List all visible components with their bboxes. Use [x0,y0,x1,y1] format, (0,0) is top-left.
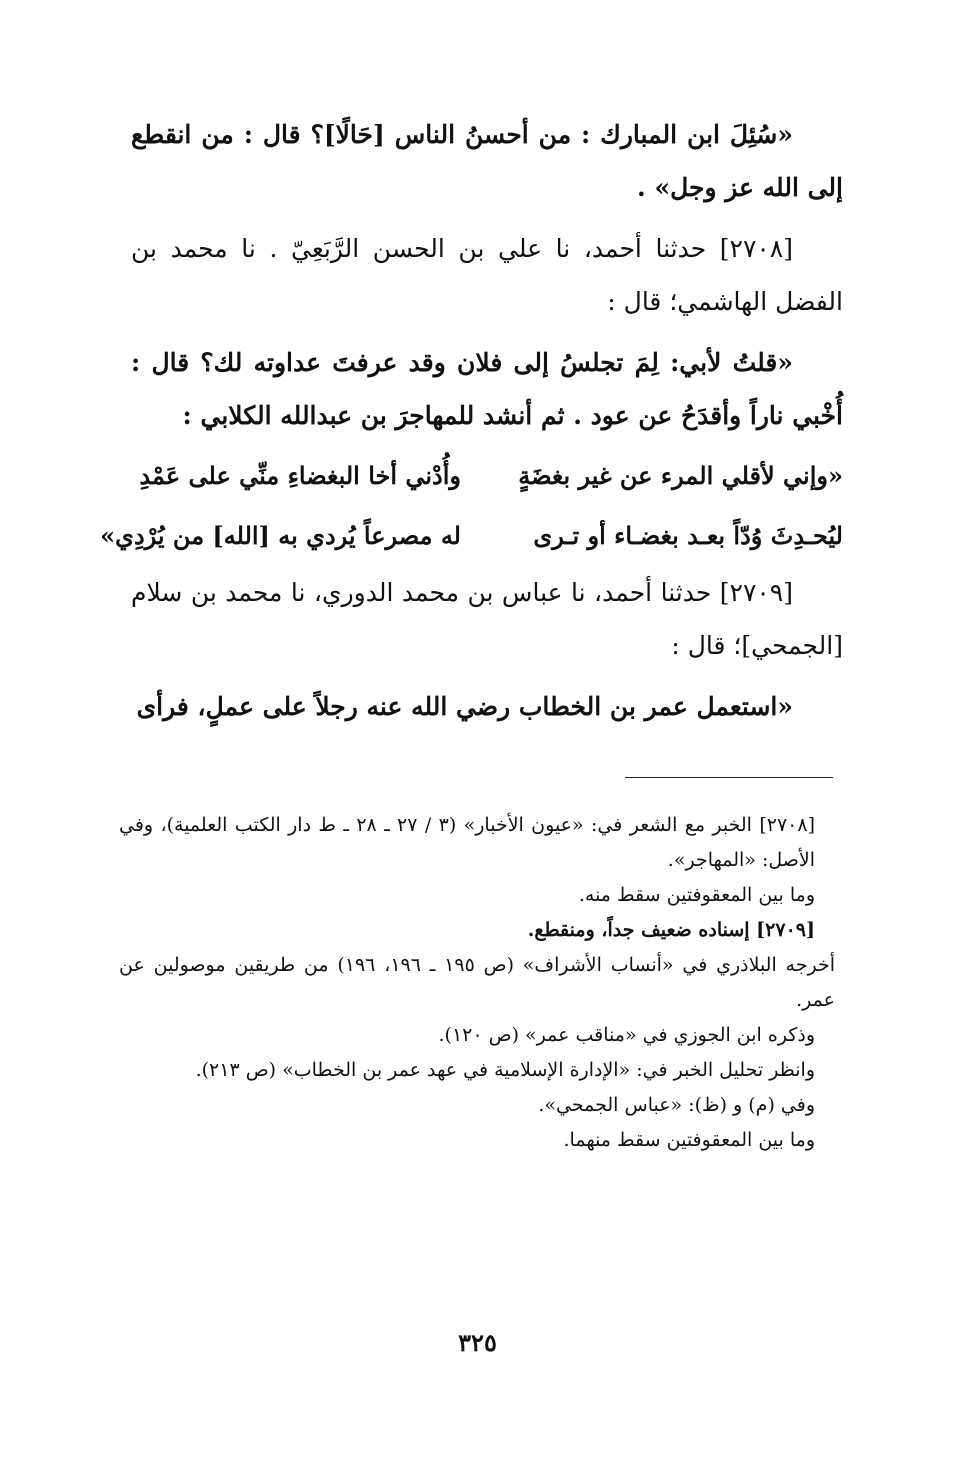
poem-hemistich: له مصرعاً يُردي به [الله] من يُرْدِي» [100,521,461,550]
poem [100,446,843,566]
paragraph-quote-umar: «استعمل عمر بن الخطاب رضي الله عنه رجلاً على عملٍ، فرأى [136,692,793,721]
poem-verse [100,506,843,566]
paragraph-quote-ibn-mubarak: «سُئِلَ ابن المبارك : من أحسنُ الناس [حَالًا]؟ قال : من انقطع إلى الله عز وجل» . [131,120,843,202]
poem-hemistich: وأُدْني أخا البغضاءِ منِّي على عَمْدِ [139,461,461,490]
footnote: وذكره ابن الجوزي في «مناقب عمر» (ص ١٢٠). [438,1024,815,1046]
footnote: [٢٧٠٩] إسناده ضعيف جداً، ومنقطع. [527,919,815,941]
paragraph-quote-hashimi: «قلتُ لأبي: لِمَ تجلسُ إلى فلان وقد عرفتَ عداوته لك؟ قال : أُخْبي ناراً وأقدَحُ عن عود . ثم أنشد للمهاجرَ بن عبدالله الكلابي : [131,348,843,430]
poem-verse [131,446,843,506]
footnote: وفي (م) و (ظ): «عباس الجمحي». [538,1094,815,1116]
poem-hemistich: ليُحـدِثَ وُدّاً بعـد بغضـاء أو تـرى [533,521,843,550]
footnote: وانظر تحليل الخبر في: «الإدارة الإسلامية في عهد عمر بن الخطاب» (ص ٢١٣). [195,1059,815,1081]
footnote-separator [625,777,833,778]
footnote: [٢٧٠٨] الخبر مع الشعر في: «عيون الأخبار» (٣ / ٢٧ ـ ٢٨ ـ ط دار الكتب العلمية)، وفي الأصل: «المهاجر». [119,814,815,871]
main-text [100,108,843,733]
poem-hemistich: «وإني لأقلي المرء عن غير بغضَةٍ [518,461,843,490]
footnote: وما بين المعقوفتين سقط منه. [578,884,815,906]
paragraph-isnad-2709: [٢٧٠٩] حدثنا أحمد، نا عباس بن محمد الدوري، نا محمد بن سلام [الجمحي]؛ قال : [131,578,843,660]
footnote: وما بين المعقوفتين سقط منهما. [563,1129,815,1151]
footnote: أخرجه البلاذري في «أنساب الأشراف» (ص ١٩٥ ـ ١٩٦، ١٩٦) من طريقين موصولين عن عمر. [119,954,835,1011]
page-number: ٣٢٥ [458,1328,497,1357]
footnotes [119,808,835,1158]
paragraph-isnad-2708: [٢٧٠٨] حدثنا أحمد، نا علي بن الحسن الرَّبَعِيّ . نا محمد بن الفضل الهاشمي؛ قال : [131,234,843,316]
